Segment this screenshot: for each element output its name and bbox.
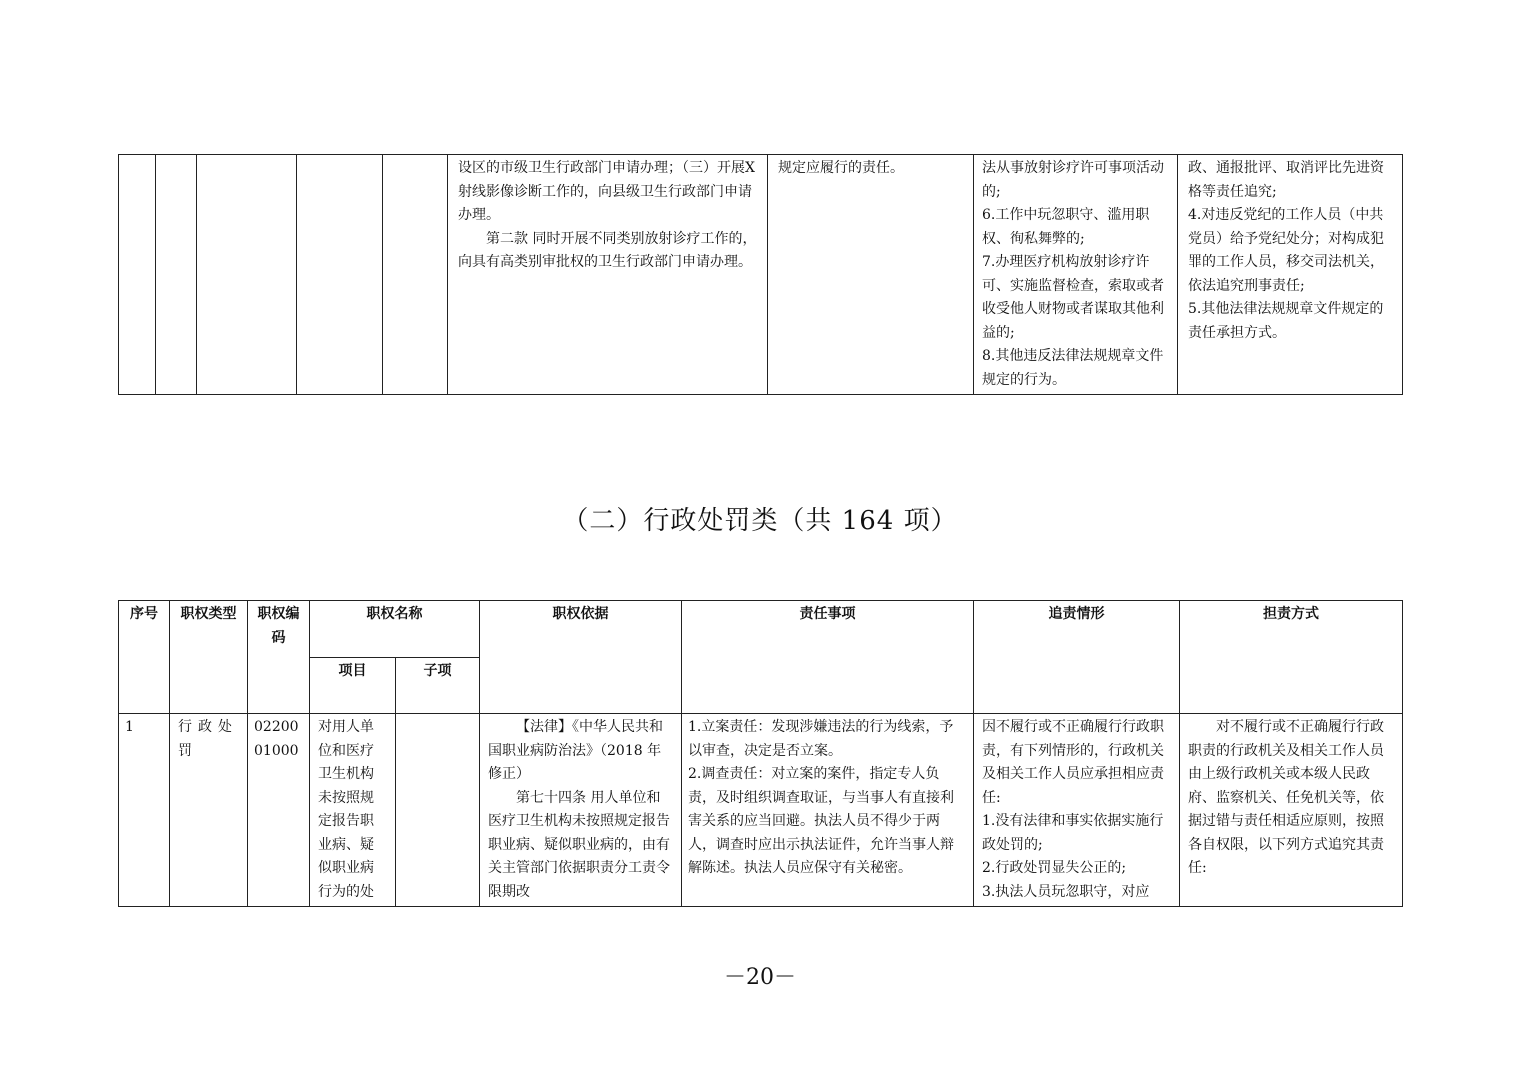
row-subitem [396,714,480,907]
accountability-line: 法从事放射诊疗许可事项活动的; [982,160,1164,200]
accountability-cell [974,155,1178,395]
duty-line: 2.调查责任：对立案的案件，指定专人负责，及时组织调查取证，与当事人有直接利害关系的应当回避。执法人员不得少于两人，调查时应出示执法证件，允许当事人辩解陈述。执法人员应保守有关秘密。 [688,766,954,876]
method-cell [1178,155,1403,395]
header-item: 项目 [310,657,396,714]
method-line: 政、通报批评、取消评比先进资格等责任追究; [1188,160,1384,200]
row-type: 行政处罚 [170,714,248,907]
header-type: 职权类型 [170,601,248,714]
page-number: －20－ [724,965,796,990]
penalty-table [118,600,1403,907]
row-code: 0220001000 [248,714,310,907]
row-seq: 1 [119,714,170,907]
accountability-line: 8.其他违反法律法规规章文件规定的行为。 [982,348,1164,388]
duty-cell: 规定应履行的责任。 [768,155,974,395]
section-title: （二）行政处罚类（共 164 项） [562,506,958,536]
accountability-line: 因不履行或不正确履行行政职责，有下列情形的，行政机关及相关工作人员应承担相应责任: [982,719,1164,806]
row-item: 对用人单位和医疗卫生机构未按照规定报告职业病、疑似职业病行为的处 [310,714,396,907]
basis-law: 【法律】《中华人民共和国职业病防治法》（2018 年修正） [488,719,663,782]
basis-text: 设区的市级卫生行政部门申请办理；（三）开展X射线影像诊断工作的，向县级卫生行政部门申请办理。 [458,160,755,223]
method-line: 4.对违反党纪的工作人员（中共党员）给予党纪处分；对构成犯罪的工作人员，移交司法机关，依法追究刑事责任; [1188,207,1384,294]
cell-empty [297,155,383,395]
duty-line: 1.立案责任：发现涉嫌违法的行为线索，予以审查，决定是否立案。 [688,719,954,759]
basis-article: 第七十四条 用人单位和医疗卫生机构未按照规定报告职业病、疑似职业病的，由有关主管部门依据职责分工责令限期改 [488,789,670,900]
header-seq: 序号 [119,601,170,714]
accountability-line: 3.执法人员玩忽职守，对应 [982,883,1150,900]
row-duty [682,714,974,907]
header-basis: 职权依据 [480,601,682,714]
accountability-line: 1.没有法律和事实依据实施行政处罚的; [982,813,1164,853]
continued-table [118,154,1403,395]
accountability-line: 6.工作中玩忽职守、滥用职权、徇私舞弊的; [982,207,1150,247]
cell-empty [383,155,448,395]
basis-cell [448,155,768,395]
header-code: 职权编码 [248,601,310,714]
header-subitem: 子项 [396,657,480,714]
row-accountability [974,714,1180,907]
header-accountability: 追责情形 [974,601,1180,714]
accountability-line: 7.办理医疗机构放射诊疗许可、实施监督检查，索取或者收受他人财物或者谋取其他利益的; [982,254,1164,341]
header-name: 职权名称 [310,601,480,658]
cell-empty [197,155,297,395]
row-method: 对不履行或不正确履行行政职责的行政机关及相关工作人员由上级行政机关或本级人民政府、监察机关、任免机关等，依据过错与责任相适应原则，按照各自权限，以下列方式追究其责任: [1180,714,1403,907]
cell-empty [119,155,156,395]
header-duty: 责任事项 [682,601,974,714]
basis-text-para2: 第二款 同时开展不同类别放射诊疗工作的，向具有高类别审批权的卫生行政部门申请办理。 [458,230,757,270]
header-method: 担责方式 [1180,601,1403,714]
row-basis [480,714,682,907]
cell-empty [156,155,197,395]
method-line: 5.其他法律法规规章文件规定的责任承担方式。 [1188,301,1384,341]
accountability-line: 2.行政处罚显失公正的; [982,860,1127,876]
